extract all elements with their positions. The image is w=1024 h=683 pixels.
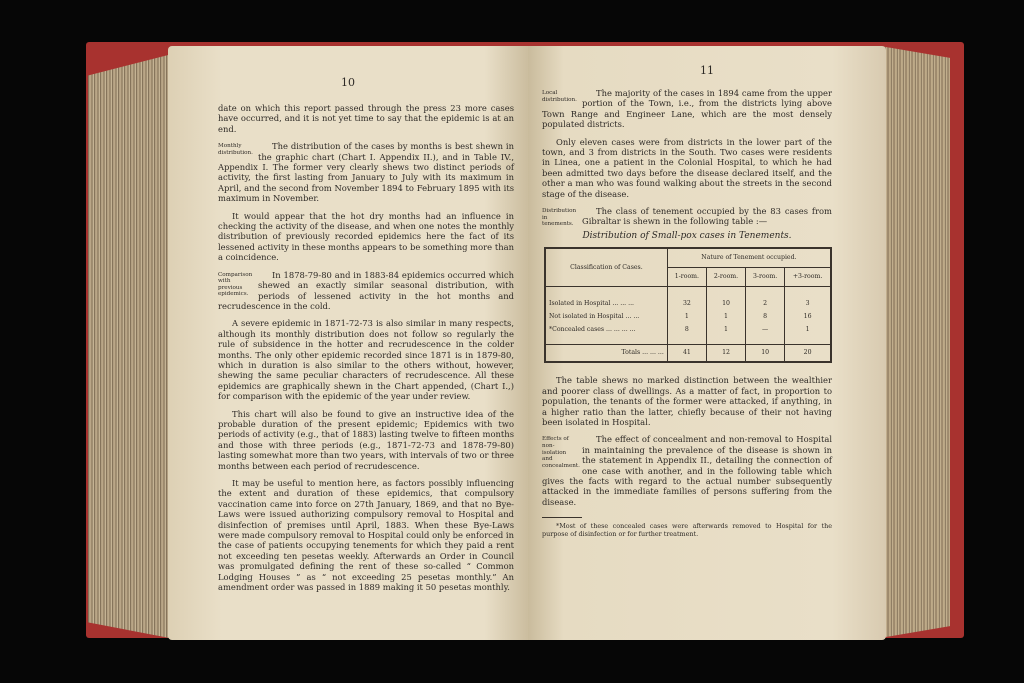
row-label: Not isolated in Hospital ... ...	[549, 312, 640, 320]
paragraph: A severe epidemic in 1871-72-73 is also similar in many respects, although its monthly distribution does not follow so regularly the rule of subsidence in the hotter and recrudescence in the colder months. The only other epidemic recorded since 1871 is in 1879-80, which in duration is also similar to the others without, however, shewing the same peculiar characters of recrudescence. All these epidemics are graphically shewn in the Chart appended, (Chart I.,) for comparison with the epidemic of the year under review.	[218, 318, 514, 402]
right-page	[528, 46, 886, 640]
paragraph: This chart will also be found to give an instructive idea of the probable duration of the present epidemic; Epidemics with two periods of activity (e.g., that of 1883) lasting twelve to fifteen months and those with three periods (e.g., 1871-72-73 and 1878-79-80) lasting somewhat more than two years, with intervals of two or three months between each period of recrudescence.	[218, 408, 514, 471]
table-cell: 8	[746, 310, 785, 323]
margin-note: Comparison with previous epidemics.	[218, 271, 253, 298]
group-header: Nature of Tenement occupied.	[667, 248, 831, 268]
paragraph-text: The effect of concealment and non-removal to Hospital in maintaining the prevalence of the disease is shown in the statement in Appendix II., detailing the connection of one case with another, and in the following table which gives the facts with regard to the actual number subsequently attacked in the immediate families of persons suffering from the disease.	[542, 434, 832, 507]
paragraph-effects	[542, 434, 832, 507]
paragraph-text: The majority of the cases in 1894 came from the upper portion of the Town, i.e., from the districts lying above Town Range and Engineer Lane, which are the most densely populated districts.	[542, 88, 832, 130]
paragraph-local	[542, 88, 832, 130]
paragraph-monthly	[218, 141, 514, 203]
paragraph-distribution	[542, 206, 832, 227]
column-header: Classification of Cases.	[570, 263, 643, 271]
table-caption: Distribution of Small-pox cases in Tenements.	[582, 230, 792, 241]
left-page-text	[218, 103, 514, 592]
footnote: *Most of these concealed cases were afterwards removed to Hospital for the purpose of disinfection or for further treatment.	[542, 522, 832, 539]
page-number: 10	[341, 76, 355, 89]
table-cell: 1	[706, 310, 745, 323]
table-cell: 1	[706, 323, 745, 345]
table-cell: 1	[667, 310, 706, 323]
page-edges-right	[880, 46, 950, 638]
total-label: Totals ... ... ...	[545, 345, 667, 363]
table-cell: 3	[785, 287, 831, 311]
total-cell: 20	[785, 345, 831, 363]
paragraph: It may be useful to mention here, as factors possibly influencing the extent and duration of these epidemics, that compulsory vaccination came into force on 27th January, 1869, and that no Bye-Laws were issued authorizing compulsory removal to Hospital and disinfection of premises until April, 1883. When these Bye-Laws were made compulsory removal to Hospital could only be enforced in the case of patients occupying tenements for which they paid a rent not exceeding ten pesetas weekly. Afterwards an Order in Council was promulgated defining the rent of these so-called “ Common Lodging Houses ” as “ not exceeding 25 pesetas monthly.” An amendment order was passed in 1889 making it 50 pesetas monthly.	[218, 478, 514, 593]
total-cell: 12	[706, 345, 745, 363]
margin-note: Effects of non-isolation and concealment.	[542, 436, 580, 469]
footnote-rule	[542, 517, 582, 518]
left-page	[168, 46, 528, 640]
paragraph-text: In 1878-79-80 and in 1883-84 epidemics occurred which shewed an exactly similar seasonal distribution, with periods of lessened activity in the hot months and recrudescence in the cold.	[218, 269, 514, 311]
table-cell: 10	[706, 287, 745, 311]
sub-header: +3-room.	[785, 268, 831, 287]
total-cell: 41	[667, 345, 706, 363]
row-label: *Concealed cases ... ... ... ...	[549, 325, 636, 333]
paragraph-text: The distribution of the cases by months is best shewn in the graphic chart (Chart I. Appendix II.), and in Table IV., Appendix I. The former very clearly shews two distinct periods of activity, the first lasting from January to July with its maximum in April, and the second from November 1894 to February 1895 with its maximum in November.	[218, 141, 514, 204]
table-cell: 2	[746, 287, 785, 311]
sub-header: 1-room.	[667, 268, 706, 287]
tenement-table	[544, 247, 832, 363]
paragraph: Only eleven cases were from districts in the lower part of the town, and 3 from districts in the South. Two cases were residents in Linea, one a patient in the Colonial Hospital, to which he had been admitted two days before the disease declared itself, and the other a man who was found walking about the streets in the second stage of the disease.	[542, 136, 832, 199]
margin-note: Local distribution.	[542, 90, 577, 103]
paragraph-comparison	[218, 270, 514, 312]
table-cell: 16	[785, 310, 831, 323]
table-cell: 32	[667, 287, 706, 311]
paragraph: The table shews no marked distinction between the wealthier and poorer class of dwellings. As a matter of fact, in proportion to population, the tenants of the former were attacked, if anything, in a higher ratio than the latter, chiefly because of their not having been isolated in Hospital.	[542, 375, 832, 427]
table-cell: 1	[785, 323, 831, 345]
total-cell: 10	[746, 345, 785, 363]
paragraph-text: The class of tenement occupied by the 83 cases from Gibraltar is shewn in the following table :—	[582, 206, 832, 227]
paragraph: date on which this report passed through the press 23 more cases have occurred, and it is not yet time to say that the epidemic is at an end.	[218, 103, 514, 134]
table-cell: 8	[667, 323, 706, 345]
paragraph: It would appear that the hot dry months had an influence in checking the activity of the disease, and when one notes the monthly distribution of previously recorded epidemics here the fact of its lessened activity in these months appears to be something more than a coincidence.	[218, 210, 514, 263]
row-label: Isolated in Hospital ... ... ...	[545, 287, 667, 311]
right-page-text	[542, 88, 832, 538]
margin-note: Monthly distribution.	[218, 143, 253, 156]
margin-note: Distribution in tenements.	[542, 208, 577, 228]
page-number: 11	[700, 64, 714, 77]
table-cell: —	[746, 323, 785, 345]
page-edges-left	[88, 52, 180, 640]
sub-header: 2-room.	[706, 268, 745, 287]
sub-header: 3-room.	[746, 268, 785, 287]
